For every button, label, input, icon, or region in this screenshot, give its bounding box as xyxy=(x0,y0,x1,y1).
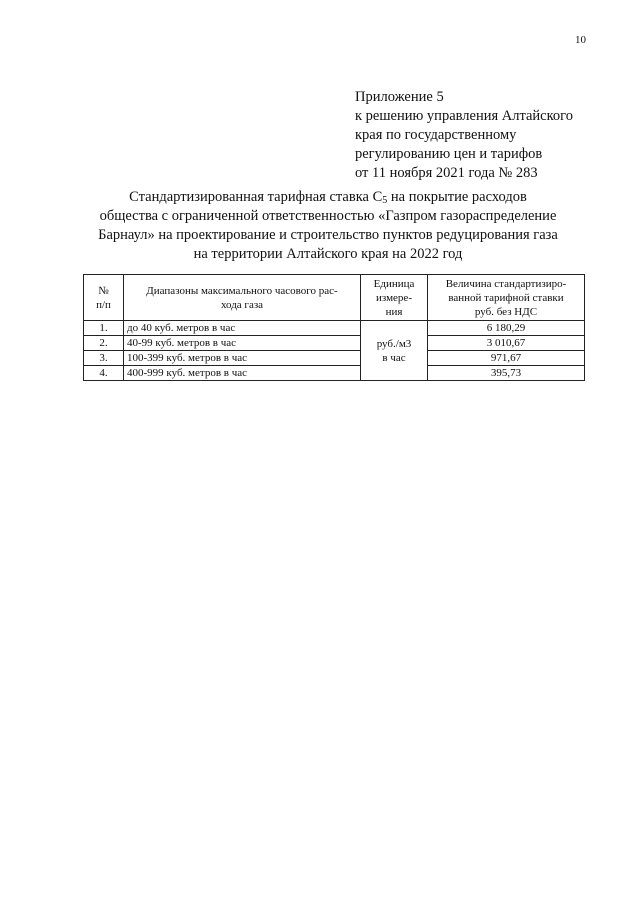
row-value: 395,73 xyxy=(428,366,585,381)
header-line: хода газа xyxy=(220,298,264,311)
appendix-line: регулированию цен и тарифов xyxy=(355,146,543,162)
table-row xyxy=(84,336,585,351)
unit-line: в час xyxy=(382,351,406,364)
header-num xyxy=(84,275,124,321)
row-num: 3. xyxy=(84,351,124,366)
page-number: 10 xyxy=(575,34,586,46)
title-text-part: на покрытие расходов xyxy=(387,189,527,205)
table-header-row xyxy=(84,275,585,321)
unit-cell xyxy=(361,321,428,381)
table-row xyxy=(84,321,585,336)
header-line: руб. без НДС xyxy=(474,305,538,318)
row-num: 1. xyxy=(84,321,124,336)
tariff-table xyxy=(83,274,585,381)
header-line: измере- xyxy=(376,291,412,304)
header-line: п/п xyxy=(96,298,111,311)
title-line-1 xyxy=(70,188,586,207)
header-line: Величина стандартизиро- xyxy=(445,277,567,290)
header-line: ванной тарифной ставки xyxy=(448,291,564,304)
appendix-line: края по государственному xyxy=(355,127,517,143)
header-line: ния xyxy=(385,305,403,318)
row-value: 971,67 xyxy=(428,351,585,366)
title-text-part: Стандартизированная тарифная ставка С xyxy=(129,189,383,205)
appendix-line: Приложение 5 xyxy=(355,89,444,105)
header-line: Диапазоны максимального часового рас- xyxy=(146,284,338,297)
row-value: 6 180,29 xyxy=(428,321,585,336)
appendix-line: от 11 ноября 2021 года № 283 xyxy=(355,165,538,181)
unit-line: руб./м3 xyxy=(376,337,412,350)
row-range: 400-999 куб. метров в час xyxy=(124,366,361,381)
title-line-3: Барнаул» на проектирование и строительство пунктов редуцирования газа xyxy=(98,227,558,243)
title-subscript: 5 xyxy=(382,195,388,206)
header-unit xyxy=(361,275,428,321)
header-line: № xyxy=(98,284,109,297)
table-row xyxy=(84,351,585,366)
title-line-4: на территории Алтайского края на 2022 год xyxy=(193,246,463,262)
row-num: 2. xyxy=(84,336,124,351)
title-line-2: общества с ограниченной ответственностью «Газпром газораспределение xyxy=(99,208,557,224)
table-row xyxy=(84,366,585,381)
row-range: до 40 куб. метров в час xyxy=(124,321,361,336)
row-range: 40-99 куб. метров в час xyxy=(124,336,361,351)
row-range: 100-399 куб. метров в час xyxy=(124,351,361,366)
row-num: 4. xyxy=(84,366,124,381)
header-value xyxy=(428,275,585,321)
document-title xyxy=(70,188,586,264)
row-value: 3 010,67 xyxy=(428,336,585,351)
appendix-line: к решению управления Алтайского xyxy=(355,108,574,124)
appendix-block xyxy=(355,88,625,183)
header-line: Единица xyxy=(373,277,415,290)
header-range xyxy=(124,275,361,321)
